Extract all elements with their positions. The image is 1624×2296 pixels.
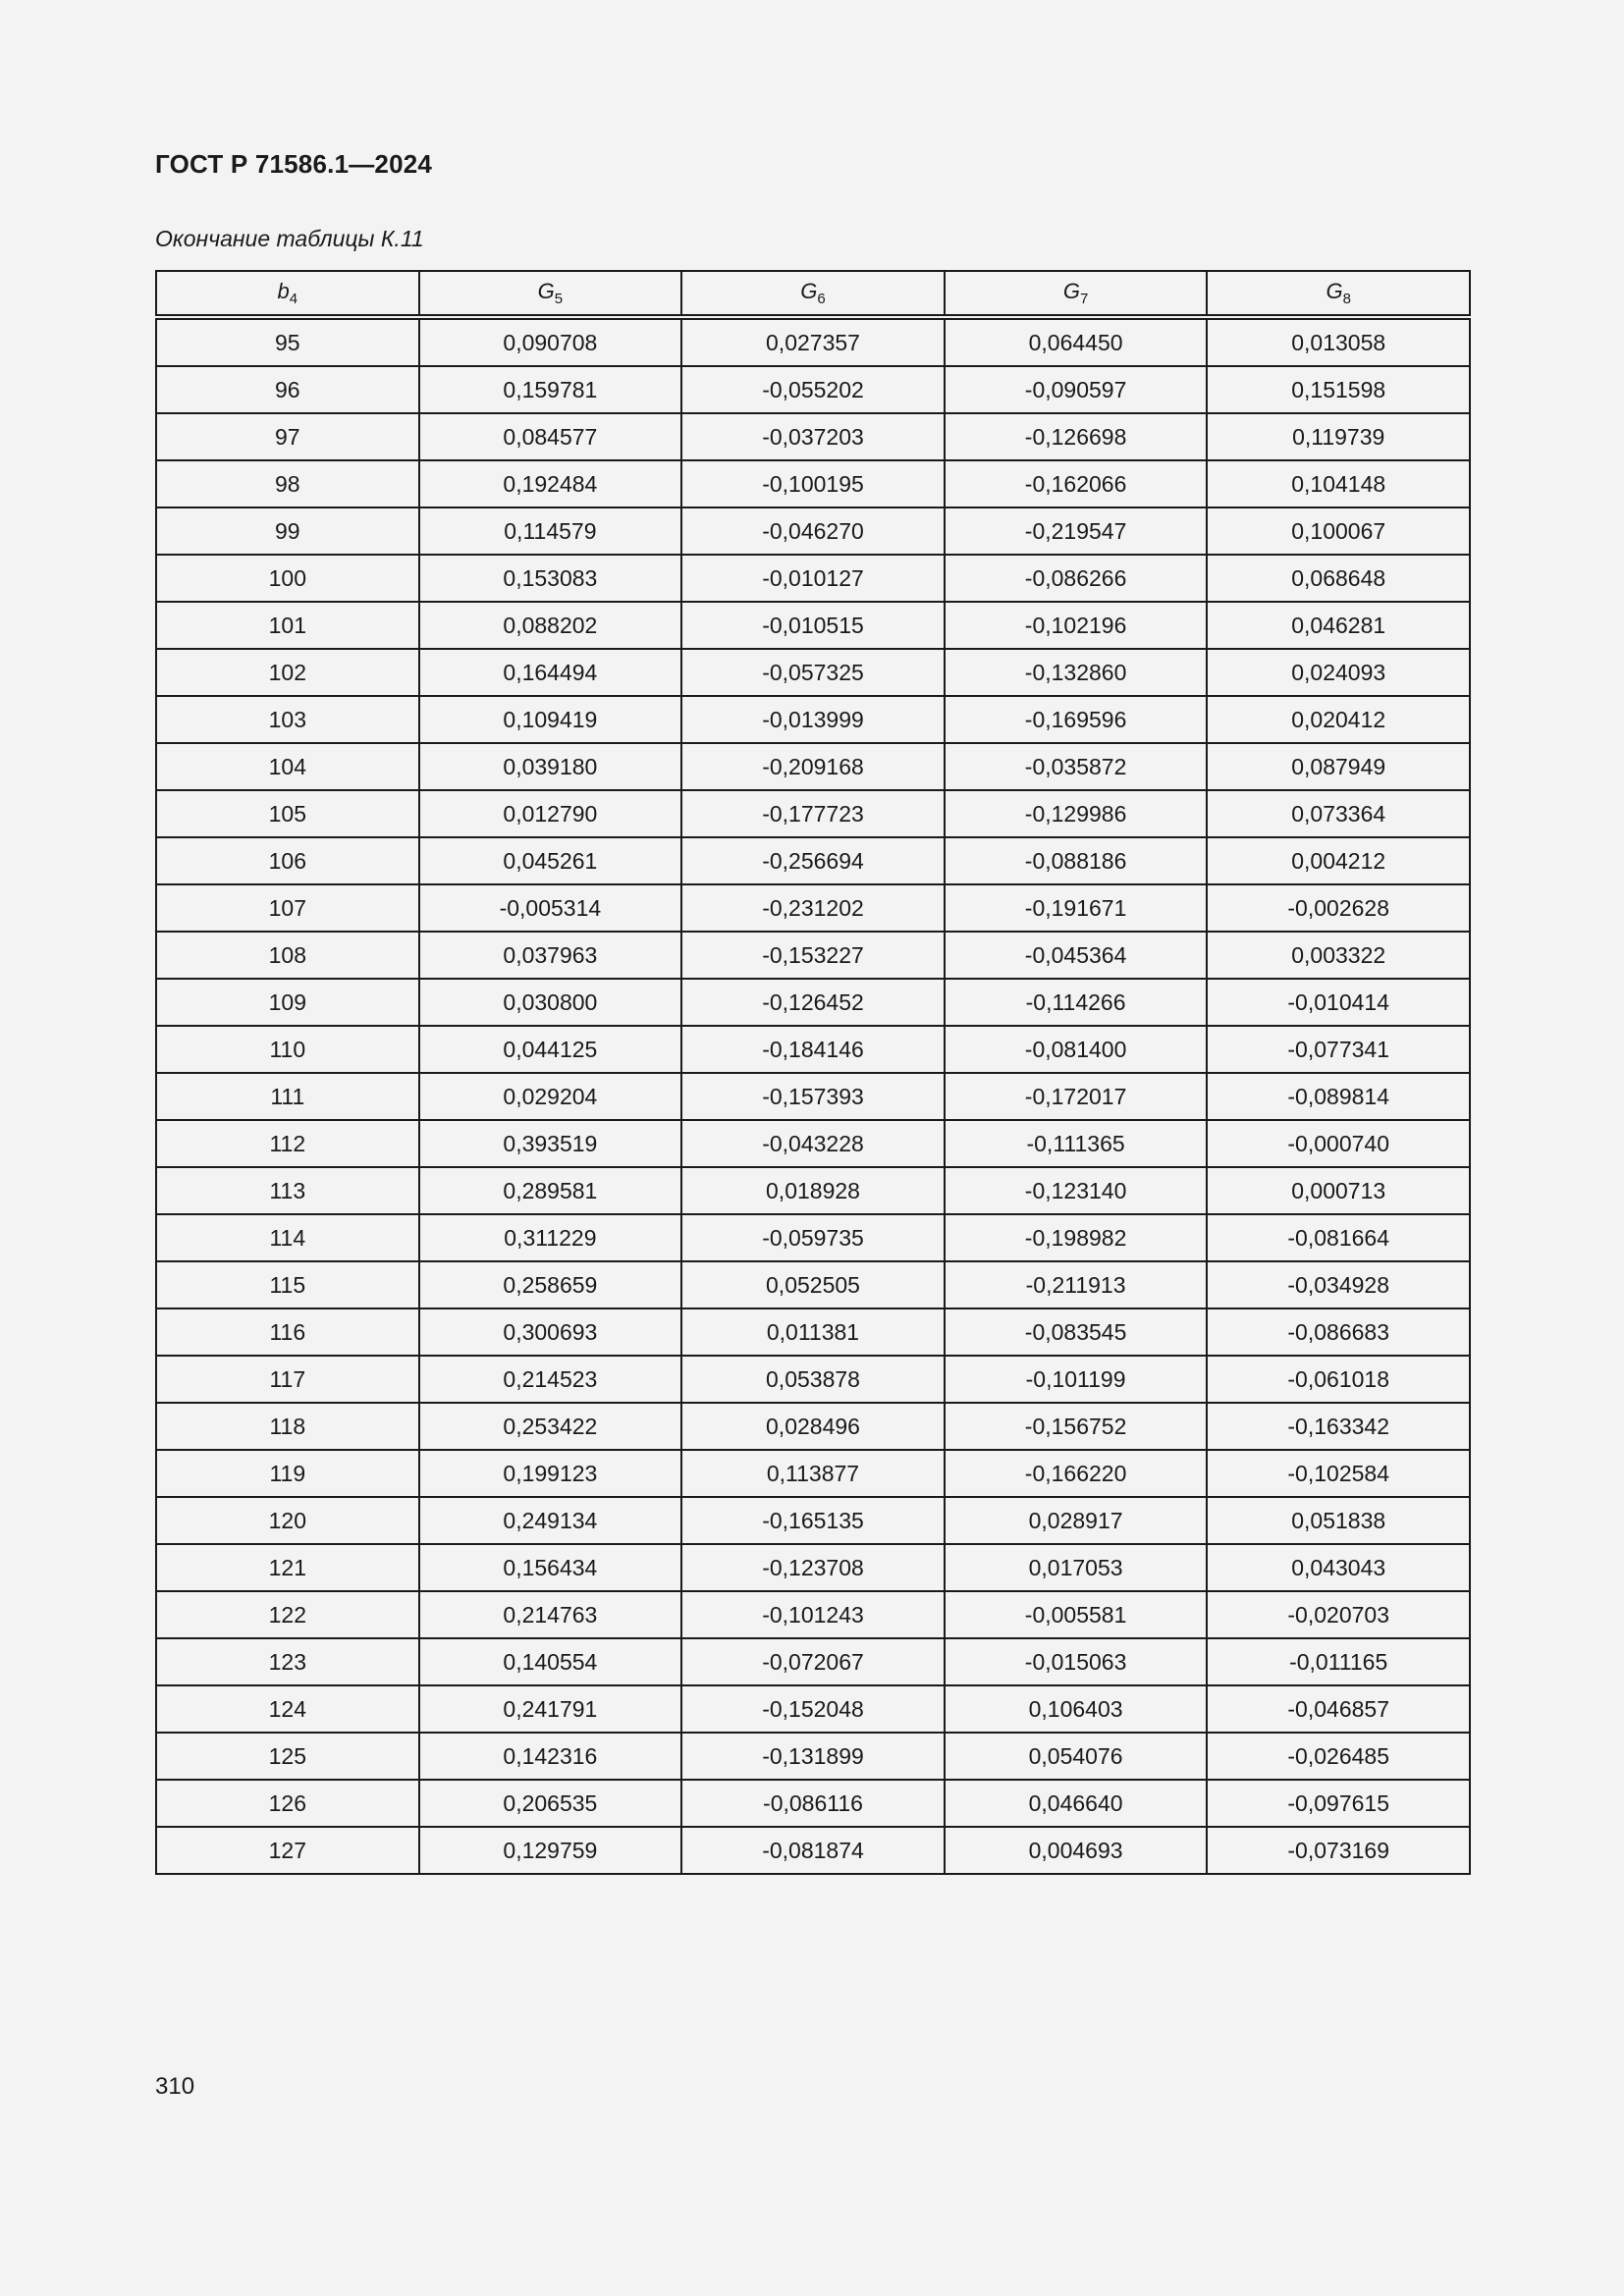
value-cell: -0,101243: [681, 1591, 945, 1638]
value-cell: 0,113877: [681, 1450, 945, 1497]
value-cell: -0,102584: [1207, 1450, 1470, 1497]
value-cell: -0,211913: [945, 1261, 1208, 1308]
value-cell: -0,061018: [1207, 1356, 1470, 1403]
table-row: [156, 1356, 1470, 1403]
value-cell: 0,017053: [945, 1544, 1208, 1591]
value-cell: 0,012790: [419, 790, 682, 837]
index-cell: 121: [156, 1544, 419, 1591]
value-cell: -0,231202: [681, 884, 945, 932]
value-cell: 0,289581: [419, 1167, 682, 1214]
value-cell: -0,037203: [681, 413, 945, 460]
value-cell: -0,045364: [945, 932, 1208, 979]
value-cell: 0,164494: [419, 649, 682, 696]
value-cell: 0,043043: [1207, 1544, 1470, 1591]
table-row: [156, 932, 1470, 979]
index-cell: 122: [156, 1591, 419, 1638]
page-number: 310: [155, 2073, 195, 2100]
value-cell: -0,165135: [681, 1497, 945, 1544]
value-cell: 0,109419: [419, 696, 682, 743]
value-cell: 0,084577: [419, 413, 682, 460]
value-cell: 0,090708: [419, 317, 682, 366]
column-header-subscript: 8: [1342, 291, 1351, 307]
index-cell: 99: [156, 507, 419, 555]
value-cell: -0,005314: [419, 884, 682, 932]
index-cell: 110: [156, 1026, 419, 1073]
value-cell: 0,053878: [681, 1356, 945, 1403]
value-cell: -0,046857: [1207, 1685, 1470, 1733]
table-row: [156, 1544, 1470, 1591]
value-cell: 0,258659: [419, 1261, 682, 1308]
value-cell: 0,044125: [419, 1026, 682, 1073]
value-cell: -0,026485: [1207, 1733, 1470, 1780]
value-cell: -0,191671: [945, 884, 1208, 932]
value-cell: -0,114266: [945, 979, 1208, 1026]
value-cell: -0,131899: [681, 1733, 945, 1780]
value-cell: -0,198982: [945, 1214, 1208, 1261]
value-cell: -0,020703: [1207, 1591, 1470, 1638]
value-cell: -0,152048: [681, 1685, 945, 1733]
value-cell: -0,011165: [1207, 1638, 1470, 1685]
value-cell: -0,081400: [945, 1026, 1208, 1073]
table-row: [156, 413, 1470, 460]
value-cell: 0,300693: [419, 1308, 682, 1356]
table-row: [156, 884, 1470, 932]
index-cell: 113: [156, 1167, 419, 1214]
value-cell: 0,142316: [419, 1733, 682, 1780]
index-cell: 120: [156, 1497, 419, 1544]
value-cell: -0,111365: [945, 1120, 1208, 1167]
value-cell: 0,140554: [419, 1638, 682, 1685]
header-row: [156, 271, 1470, 317]
value-cell: 0,153083: [419, 555, 682, 602]
column-header-symbol: G: [800, 279, 818, 303]
table-row: [156, 1120, 1470, 1167]
value-cell: -0,043228: [681, 1120, 945, 1167]
column-header-subscript: 7: [1079, 291, 1089, 307]
table-row: [156, 1073, 1470, 1120]
table-row: [156, 1591, 1470, 1638]
value-cell: 0,045261: [419, 837, 682, 884]
index-cell: 111: [156, 1073, 419, 1120]
value-cell: -0,097615: [1207, 1780, 1470, 1827]
value-cell: 0,100067: [1207, 507, 1470, 555]
value-cell: -0,100195: [681, 460, 945, 507]
value-cell: -0,081874: [681, 1827, 945, 1874]
value-cell: 0,119739: [1207, 413, 1470, 460]
column-header: [945, 271, 1208, 317]
value-cell: -0,090597: [945, 366, 1208, 413]
table-row: [156, 1780, 1470, 1827]
value-cell: 0,046281: [1207, 602, 1470, 649]
value-cell: -0,101199: [945, 1356, 1208, 1403]
index-cell: 106: [156, 837, 419, 884]
value-cell: 0,249134: [419, 1497, 682, 1544]
value-cell: -0,126698: [945, 413, 1208, 460]
index-cell: 116: [156, 1308, 419, 1356]
table-row: [156, 790, 1470, 837]
value-cell: -0,219547: [945, 507, 1208, 555]
value-cell: -0,055202: [681, 366, 945, 413]
value-cell: -0,153227: [681, 932, 945, 979]
index-cell: 117: [156, 1356, 419, 1403]
value-cell: -0,010515: [681, 602, 945, 649]
value-cell: -0,010127: [681, 555, 945, 602]
value-cell: -0,132860: [945, 649, 1208, 696]
value-cell: -0,035872: [945, 743, 1208, 790]
value-cell: 0,129759: [419, 1827, 682, 1874]
table-row: [156, 1827, 1470, 1874]
table-row: [156, 1497, 1470, 1544]
value-cell: -0,123708: [681, 1544, 945, 1591]
column-header-symbol: G: [1062, 279, 1080, 303]
value-cell: 0,000713: [1207, 1167, 1470, 1214]
value-cell: 0,030800: [419, 979, 682, 1026]
table-row: [156, 1308, 1470, 1356]
index-cell: 119: [156, 1450, 419, 1497]
column-header-subscript: 4: [289, 291, 298, 307]
table-caption: Окончание таблицы К.11: [155, 226, 424, 251]
index-cell: 101: [156, 602, 419, 649]
data-table: [155, 270, 1471, 1875]
value-cell: 0,039180: [419, 743, 682, 790]
value-cell: -0,089814: [1207, 1073, 1470, 1120]
value-cell: 0,073364: [1207, 790, 1470, 837]
value-cell: 0,013058: [1207, 317, 1470, 366]
index-cell: 95: [156, 317, 419, 366]
value-cell: 0,004212: [1207, 837, 1470, 884]
value-cell: -0,163342: [1207, 1403, 1470, 1450]
value-cell: 0,088202: [419, 602, 682, 649]
value-cell: 0,051838: [1207, 1497, 1470, 1544]
value-cell: -0,157393: [681, 1073, 945, 1120]
value-cell: 0,027357: [681, 317, 945, 366]
table-header: [156, 271, 1470, 317]
value-cell: -0,172017: [945, 1073, 1208, 1120]
value-cell: -0,059735: [681, 1214, 945, 1261]
table-row: [156, 602, 1470, 649]
value-cell: 0,214523: [419, 1356, 682, 1403]
index-cell: 114: [156, 1214, 419, 1261]
index-cell: 100: [156, 555, 419, 602]
index-cell: 98: [156, 460, 419, 507]
table-row: [156, 317, 1470, 366]
value-cell: -0,073169: [1207, 1827, 1470, 1874]
value-cell: 0,104148: [1207, 460, 1470, 507]
column-header: [156, 271, 419, 317]
column-header: [1207, 271, 1470, 317]
index-cell: 96: [156, 366, 419, 413]
value-cell: -0,013999: [681, 696, 945, 743]
table-row: [156, 1733, 1470, 1780]
value-cell: -0,102196: [945, 602, 1208, 649]
column-header-symbol: G: [1326, 279, 1343, 303]
column-header-symbol: G: [537, 279, 555, 303]
value-cell: 0,028496: [681, 1403, 945, 1450]
value-cell: 0,241791: [419, 1685, 682, 1733]
value-cell: 0,253422: [419, 1403, 682, 1450]
table-body: [156, 317, 1470, 1874]
value-cell: 0,151598: [1207, 366, 1470, 413]
value-cell: 0,046640: [945, 1780, 1208, 1827]
value-cell: 0,024093: [1207, 649, 1470, 696]
value-cell: -0,086683: [1207, 1308, 1470, 1356]
column-header-symbol: b: [277, 279, 290, 303]
value-cell: -0,010414: [1207, 979, 1470, 1026]
index-cell: 97: [156, 413, 419, 460]
value-cell: -0,083545: [945, 1308, 1208, 1356]
value-cell: 0,064450: [945, 317, 1208, 366]
index-cell: 127: [156, 1827, 419, 1874]
document-header: ГОСТ Р 71586.1—2024: [155, 149, 433, 179]
index-cell: 109: [156, 979, 419, 1026]
table-row: [156, 1026, 1470, 1073]
value-cell: -0,169596: [945, 696, 1208, 743]
value-cell: 0,199123: [419, 1450, 682, 1497]
value-cell: 0,192484: [419, 460, 682, 507]
value-cell: 0,156434: [419, 1544, 682, 1591]
value-cell: 0,037963: [419, 932, 682, 979]
value-cell: 0,214763: [419, 1591, 682, 1638]
value-cell: -0,129986: [945, 790, 1208, 837]
table-row: [156, 1685, 1470, 1733]
value-cell: 0,393519: [419, 1120, 682, 1167]
value-cell: -0,005581: [945, 1591, 1208, 1638]
value-cell: 0,052505: [681, 1261, 945, 1308]
value-cell: 0,106403: [945, 1685, 1208, 1733]
value-cell: 0,018928: [681, 1167, 945, 1214]
value-cell: 0,159781: [419, 366, 682, 413]
column-header-subscript: 6: [817, 291, 826, 307]
table-row: [156, 1450, 1470, 1497]
value-cell: -0,256694: [681, 837, 945, 884]
index-cell: 103: [156, 696, 419, 743]
value-cell: -0,077341: [1207, 1026, 1470, 1073]
value-cell: 0,011381: [681, 1308, 945, 1356]
value-cell: -0,072067: [681, 1638, 945, 1685]
value-cell: -0,081664: [1207, 1214, 1470, 1261]
column-header: [681, 271, 945, 317]
index-cell: 102: [156, 649, 419, 696]
table-row: [156, 979, 1470, 1026]
table-row: [156, 507, 1470, 555]
value-cell: -0,034928: [1207, 1261, 1470, 1308]
table-row: [156, 366, 1470, 413]
column-header: [419, 271, 682, 317]
table-row: [156, 1403, 1470, 1450]
table-row: [156, 649, 1470, 696]
value-cell: 0,311229: [419, 1214, 682, 1261]
index-cell: 125: [156, 1733, 419, 1780]
index-cell: 108: [156, 932, 419, 979]
value-cell: -0,177723: [681, 790, 945, 837]
value-cell: 0,029204: [419, 1073, 682, 1120]
value-cell: -0,015063: [945, 1638, 1208, 1685]
value-cell: 0,028917: [945, 1497, 1208, 1544]
value-cell: -0,184146: [681, 1026, 945, 1073]
index-cell: 105: [156, 790, 419, 837]
table-row: [156, 1214, 1470, 1261]
value-cell: 0,020412: [1207, 696, 1470, 743]
index-cell: 126: [156, 1780, 419, 1827]
value-cell: 0,004693: [945, 1827, 1208, 1874]
value-cell: 0,054076: [945, 1733, 1208, 1780]
value-cell: -0,126452: [681, 979, 945, 1026]
value-cell: -0,209168: [681, 743, 945, 790]
table-row: [156, 555, 1470, 602]
value-cell: 0,003322: [1207, 932, 1470, 979]
value-cell: -0,086116: [681, 1780, 945, 1827]
value-cell: -0,166220: [945, 1450, 1208, 1497]
value-cell: -0,088186: [945, 837, 1208, 884]
value-cell: -0,000740: [1207, 1120, 1470, 1167]
index-cell: 123: [156, 1638, 419, 1685]
value-cell: -0,156752: [945, 1403, 1208, 1450]
table-row: [156, 1261, 1470, 1308]
value-cell: -0,123140: [945, 1167, 1208, 1214]
table-row: [156, 460, 1470, 507]
value-cell: -0,057325: [681, 649, 945, 696]
value-cell: 0,087949: [1207, 743, 1470, 790]
value-cell: -0,046270: [681, 507, 945, 555]
value-cell: -0,162066: [945, 460, 1208, 507]
index-cell: 124: [156, 1685, 419, 1733]
table-row: [156, 743, 1470, 790]
value-cell: -0,002628: [1207, 884, 1470, 932]
column-header-subscript: 5: [554, 291, 564, 307]
index-cell: 112: [156, 1120, 419, 1167]
index-cell: 115: [156, 1261, 419, 1308]
index-cell: 118: [156, 1403, 419, 1450]
index-cell: 107: [156, 884, 419, 932]
value-cell: 0,068648: [1207, 555, 1470, 602]
table-row: [156, 1638, 1470, 1685]
index-cell: 104: [156, 743, 419, 790]
value-cell: -0,086266: [945, 555, 1208, 602]
table-row: [156, 1167, 1470, 1214]
table-row: [156, 837, 1470, 884]
value-cell: 0,114579: [419, 507, 682, 555]
value-cell: 0,206535: [419, 1780, 682, 1827]
table-row: [156, 696, 1470, 743]
